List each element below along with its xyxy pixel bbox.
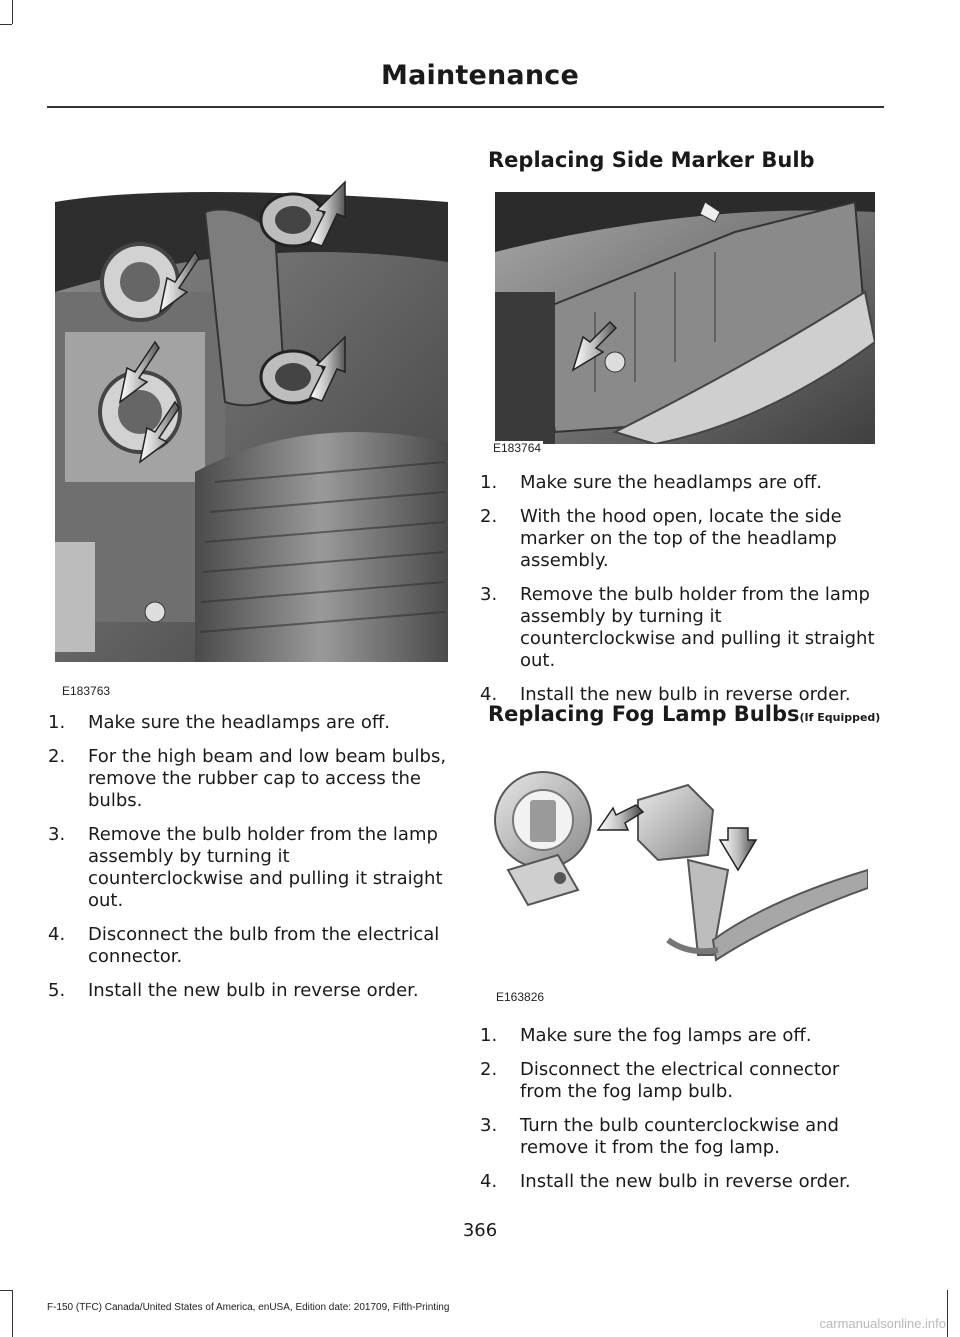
crop-mark xyxy=(0,1290,12,1291)
header-divider xyxy=(47,106,884,108)
headlamp-illustration xyxy=(55,172,448,672)
list-item: 3. Remove the bulb holder from the lamp assembly by turning it counterclockwise and pulling it straight out. xyxy=(480,584,875,671)
side-marker-steps xyxy=(480,472,880,718)
figure-code-fog-lamp: E163826 xyxy=(496,990,545,1004)
fog-lamp-heading: Replacing Fog Lamp Bulbs(If Equipped) xyxy=(488,702,881,726)
list-item: 4. Disconnect the bulb from the electrical connector. xyxy=(48,924,440,967)
list-item: 2. For the high beam and low beam bulbs, remove the rubber cap to access the bulbs. xyxy=(48,746,447,811)
side-marker-drawing xyxy=(495,192,875,444)
side-marker-heading: Replacing Side Marker Bulb xyxy=(488,148,815,172)
list-item: 3. Remove the bulb holder from the lamp assembly by turning it counterclockwise and pulling it straight out. xyxy=(48,824,443,911)
headlamp-steps xyxy=(48,712,448,1014)
list-item: 4. Install the new bulb in reverse order. xyxy=(480,684,851,705)
crop-mark xyxy=(947,1290,948,1337)
page-number: 366 xyxy=(462,1220,498,1241)
crop-mark xyxy=(12,1290,13,1337)
fog-lamp-drawing xyxy=(488,760,868,980)
list-item: 1. Make sure the headlamps are off. xyxy=(480,472,822,493)
list-item: 2. With the hood open, locate the side marker on the top of the headlamp assembly. xyxy=(480,506,842,571)
figure-code-headlamp: E183763 xyxy=(62,684,111,698)
list-item: 5. Install the new bulb in reverse order. xyxy=(48,980,419,1001)
side-marker-illustration xyxy=(495,192,875,444)
crop-mark xyxy=(0,24,12,25)
page-title: Maintenance xyxy=(381,60,579,91)
crop-mark xyxy=(12,0,13,24)
list-item: 1. Make sure the headlamps are off. xyxy=(48,712,390,733)
list-item: 4. Install the new bulb in reverse order. xyxy=(480,1171,851,1192)
fog-lamp-steps xyxy=(480,1025,880,1205)
footer-edition-text: F-150 (TFC) Canada/United States of America, enUSA, Edition date: 201709, Fifth-Printing xyxy=(47,1302,450,1313)
list-item: 1. Make sure the fog lamps are off. xyxy=(480,1025,812,1046)
figure-code-side-marker: E183764 xyxy=(493,441,542,455)
headlamp-drawing xyxy=(55,172,448,672)
watermark: carmanualsonline.info xyxy=(819,1316,946,1331)
list-item: 3. Turn the bulb counterclockwise and remove it from the fog lamp. xyxy=(480,1115,839,1158)
fog-lamp-illustration xyxy=(488,760,868,980)
list-item: 2. Disconnect the electrical connector from the fog lamp bulb. xyxy=(480,1059,840,1102)
